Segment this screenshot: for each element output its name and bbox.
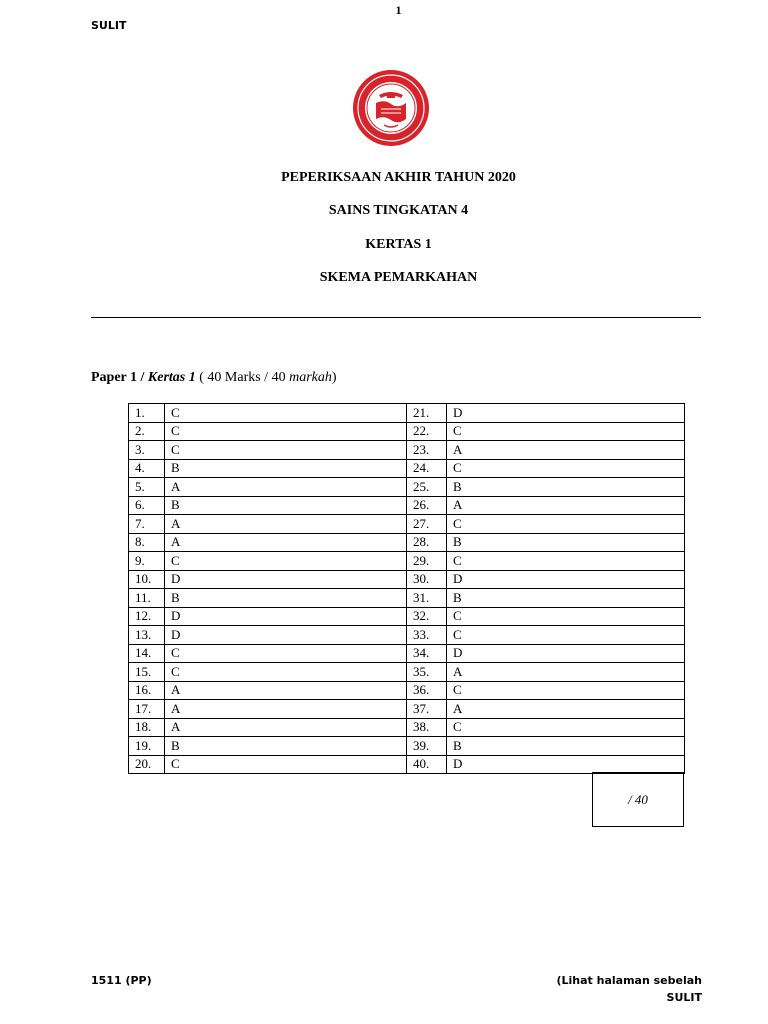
table-row bbox=[129, 700, 685, 719]
subject-title: SAINS TINGKATAN 4 bbox=[328, 203, 469, 218]
paper-title: KERTAS 1 bbox=[365, 237, 432, 252]
paper-marks: ( 40 Marks / 40 bbox=[199, 370, 286, 385]
question-number: 10. bbox=[129, 570, 165, 589]
answer-cell: C bbox=[165, 663, 407, 682]
table-row bbox=[129, 422, 685, 441]
table-row bbox=[129, 607, 685, 626]
question-number: 13. bbox=[129, 626, 165, 645]
table-row bbox=[129, 441, 685, 460]
question-number: 35. bbox=[407, 663, 447, 682]
question-number: 22. bbox=[407, 422, 447, 441]
question-number: 8. bbox=[129, 533, 165, 552]
answer-cell: D bbox=[447, 644, 685, 663]
score-box bbox=[592, 772, 684, 827]
answer-cell: A bbox=[447, 663, 685, 682]
table-row bbox=[129, 681, 685, 700]
table-row bbox=[129, 552, 685, 571]
question-number: 19. bbox=[129, 737, 165, 756]
answer-key-table bbox=[128, 403, 685, 774]
answer-cell: C bbox=[165, 644, 407, 663]
table-row bbox=[129, 478, 685, 497]
answer-cell: B bbox=[447, 533, 685, 552]
answer-cell: B bbox=[165, 737, 407, 756]
answer-cell: B bbox=[165, 459, 407, 478]
paper-code: 1511 (PP) bbox=[91, 974, 152, 987]
answer-cell: C bbox=[447, 681, 685, 700]
table-row bbox=[129, 737, 685, 756]
answer-cell: C bbox=[165, 404, 407, 423]
question-number: 17. bbox=[129, 700, 165, 719]
answer-cell: A bbox=[165, 681, 407, 700]
question-number: 24. bbox=[407, 459, 447, 478]
question-number: 15. bbox=[129, 663, 165, 682]
scheme-title: SKEMA PEMARKAHAN bbox=[319, 270, 478, 285]
answer-cell: C bbox=[447, 718, 685, 737]
question-number: 34. bbox=[407, 644, 447, 663]
answer-cell: B bbox=[447, 737, 685, 756]
table-row bbox=[129, 755, 685, 774]
answer-cell: D bbox=[447, 404, 685, 423]
question-number: 4. bbox=[129, 459, 165, 478]
question-number: 12. bbox=[129, 607, 165, 626]
table-row bbox=[129, 570, 685, 589]
question-number: 20. bbox=[129, 755, 165, 774]
answer-cell: C bbox=[447, 459, 685, 478]
answer-cell: B bbox=[447, 478, 685, 497]
question-number: 9. bbox=[129, 552, 165, 571]
question-number: 37. bbox=[407, 700, 447, 719]
table-row bbox=[129, 718, 685, 737]
question-number: 16. bbox=[129, 681, 165, 700]
table-row bbox=[129, 404, 685, 423]
answer-cell: A bbox=[165, 533, 407, 552]
answer-cell: B bbox=[447, 589, 685, 608]
answer-cell: D bbox=[447, 570, 685, 589]
answer-cell: C bbox=[447, 552, 685, 571]
question-number: 25. bbox=[407, 478, 447, 497]
paper-marks-close: ) bbox=[331, 370, 337, 385]
question-number: 11. bbox=[129, 589, 165, 608]
question-number: 30. bbox=[407, 570, 447, 589]
answer-cell: A bbox=[165, 700, 407, 719]
question-number: 14. bbox=[129, 644, 165, 663]
table-row bbox=[129, 533, 685, 552]
paper-label-ms: Kertas 1 bbox=[147, 370, 196, 385]
question-number: 40. bbox=[407, 755, 447, 774]
horizontal-divider bbox=[91, 317, 701, 318]
answer-cell: A bbox=[165, 718, 407, 737]
answer-key-body bbox=[129, 404, 685, 774]
answer-cell: A bbox=[447, 496, 685, 515]
question-number: 28. bbox=[407, 533, 447, 552]
answer-cell: D bbox=[165, 607, 407, 626]
question-number: 1. bbox=[129, 404, 165, 423]
question-number: 6. bbox=[129, 496, 165, 515]
question-number: 26. bbox=[407, 496, 447, 515]
answer-cell: C bbox=[165, 422, 407, 441]
answer-cell: D bbox=[447, 755, 685, 774]
page-number: 1 bbox=[395, 3, 402, 17]
question-number: 38. bbox=[407, 718, 447, 737]
question-number: 18. bbox=[129, 718, 165, 737]
school-crest-logo bbox=[352, 69, 430, 147]
table-row bbox=[129, 644, 685, 663]
question-number: 2. bbox=[129, 422, 165, 441]
question-number: 36. bbox=[407, 681, 447, 700]
table-row bbox=[129, 663, 685, 682]
answer-cell: A bbox=[447, 441, 685, 460]
answer-cell: C bbox=[447, 626, 685, 645]
question-number: 27. bbox=[407, 515, 447, 534]
answer-cell: C bbox=[165, 755, 407, 774]
answer-cell: B bbox=[165, 589, 407, 608]
answer-cell: C bbox=[447, 515, 685, 534]
paper-label-en: Paper 1 / bbox=[91, 370, 145, 385]
paper-label bbox=[91, 370, 337, 386]
answer-cell: C bbox=[447, 422, 685, 441]
answer-cell: A bbox=[165, 515, 407, 534]
question-number: 5. bbox=[129, 478, 165, 497]
answer-cell: C bbox=[447, 607, 685, 626]
exam-title: PEPERIKSAAN AKHIR TAHUN 2020 bbox=[281, 170, 516, 185]
answer-cell: C bbox=[165, 552, 407, 571]
score-total: / 40 bbox=[628, 791, 648, 807]
answer-cell: A bbox=[165, 478, 407, 497]
next-page-note: (Lihat halaman sebelah bbox=[556, 974, 702, 987]
answer-cell: D bbox=[165, 626, 407, 645]
table-row bbox=[129, 496, 685, 515]
table-row bbox=[129, 515, 685, 534]
answer-cell: D bbox=[165, 570, 407, 589]
classification-top: SULIT bbox=[91, 19, 127, 32]
question-number: 39. bbox=[407, 737, 447, 756]
question-number: 29. bbox=[407, 552, 447, 571]
question-number: 21. bbox=[407, 404, 447, 423]
answer-cell: C bbox=[165, 441, 407, 460]
question-number: 31. bbox=[407, 589, 447, 608]
table-row bbox=[129, 459, 685, 478]
question-number: 32. bbox=[407, 607, 447, 626]
question-number: 33. bbox=[407, 626, 447, 645]
answer-cell: A bbox=[447, 700, 685, 719]
table-row bbox=[129, 589, 685, 608]
question-number: 3. bbox=[129, 441, 165, 460]
question-number: 7. bbox=[129, 515, 165, 534]
answer-cell: B bbox=[165, 496, 407, 515]
question-number: 23. bbox=[407, 441, 447, 460]
paper-marks-ms: markah bbox=[289, 370, 332, 385]
table-row bbox=[129, 626, 685, 645]
classification-bottom: SULIT bbox=[666, 991, 702, 1004]
